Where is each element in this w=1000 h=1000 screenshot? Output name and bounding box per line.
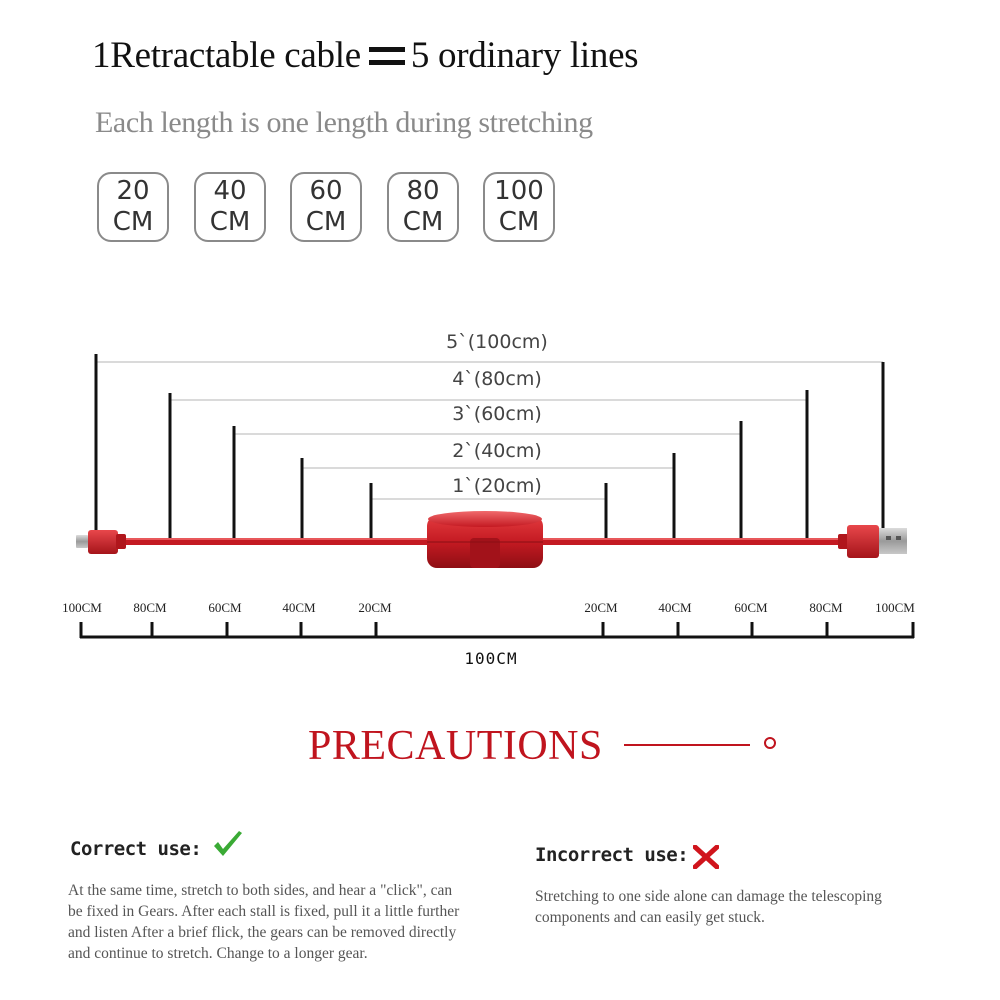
- page-title: [92, 34, 638, 77]
- micro-usb-tip: [76, 535, 88, 548]
- dimension-labels: [446, 331, 548, 497]
- scale-right-80: 80CM: [809, 600, 843, 615]
- equals-icon: [369, 44, 405, 68]
- correct-use-text: At the same time, stretch to both sides, and hear a "click", can be fixed in Gears. After each stall is fixed, pull it a little further and listen After a brief flick, the gears can be removed directly and continue to stretch. Change to a longer gear.: [68, 882, 460, 962]
- dim-label-2: 2`(40cm): [452, 440, 542, 462]
- length-option-100: 100 CM: [483, 172, 555, 242]
- scale-left-20: 20CM: [358, 600, 392, 615]
- scale-right-60: 60CM: [734, 600, 768, 615]
- retractable-cable: [76, 511, 907, 568]
- dim-label-4: 4`(80cm): [452, 368, 542, 390]
- cable-reel: [427, 511, 543, 568]
- circle-icon: [764, 737, 776, 749]
- scale-labels: [62, 600, 915, 615]
- usb-a-plug: [879, 528, 907, 554]
- length-option-40: 40 CM: [194, 172, 266, 242]
- check-icon: [212, 830, 244, 860]
- dim-label-3: 3`(60cm): [452, 403, 542, 425]
- dim-label-1: 1`(20cm): [452, 475, 542, 497]
- scale-left-80: 80CM: [133, 600, 167, 615]
- title-part1: 1Retractable cable: [92, 35, 361, 76]
- incorrect-use-text: Stretching to one side alone can damage the telescoping components and can easily get stuck.: [535, 888, 882, 926]
- right-connector: [847, 525, 879, 558]
- cable-diagram: [0, 320, 1000, 680]
- length-option-20: 20 CM: [97, 172, 169, 242]
- precautions-title: PRECAUTIONS: [308, 723, 603, 769]
- left-connector: [88, 530, 118, 554]
- title-part2: 5 ordinary lines: [410, 35, 639, 76]
- length-option-60: 60 CM: [290, 172, 362, 242]
- scale-total: 100CM: [464, 649, 518, 668]
- subtitle: Each length is one length during stretching: [95, 106, 593, 139]
- scale-left-40: 40CM: [282, 600, 316, 615]
- scale-left-100: 100CM: [62, 600, 102, 615]
- dim-label-5: 5`(100cm): [446, 331, 548, 353]
- precautions-rule: [624, 744, 750, 746]
- incorrect-use-heading: Incorrect use:: [535, 844, 689, 866]
- scale-left-60: 60CM: [208, 600, 242, 615]
- scale-right-100: 100CM: [875, 600, 915, 615]
- correct-use-heading: Correct use:: [70, 838, 202, 860]
- scale-right-40: 40CM: [658, 600, 692, 615]
- scale-ruler: [80, 622, 914, 638]
- scale-right-20: 20CM: [584, 600, 618, 615]
- cross-icon: [693, 845, 719, 869]
- length-option-80: 80 CM: [387, 172, 459, 242]
